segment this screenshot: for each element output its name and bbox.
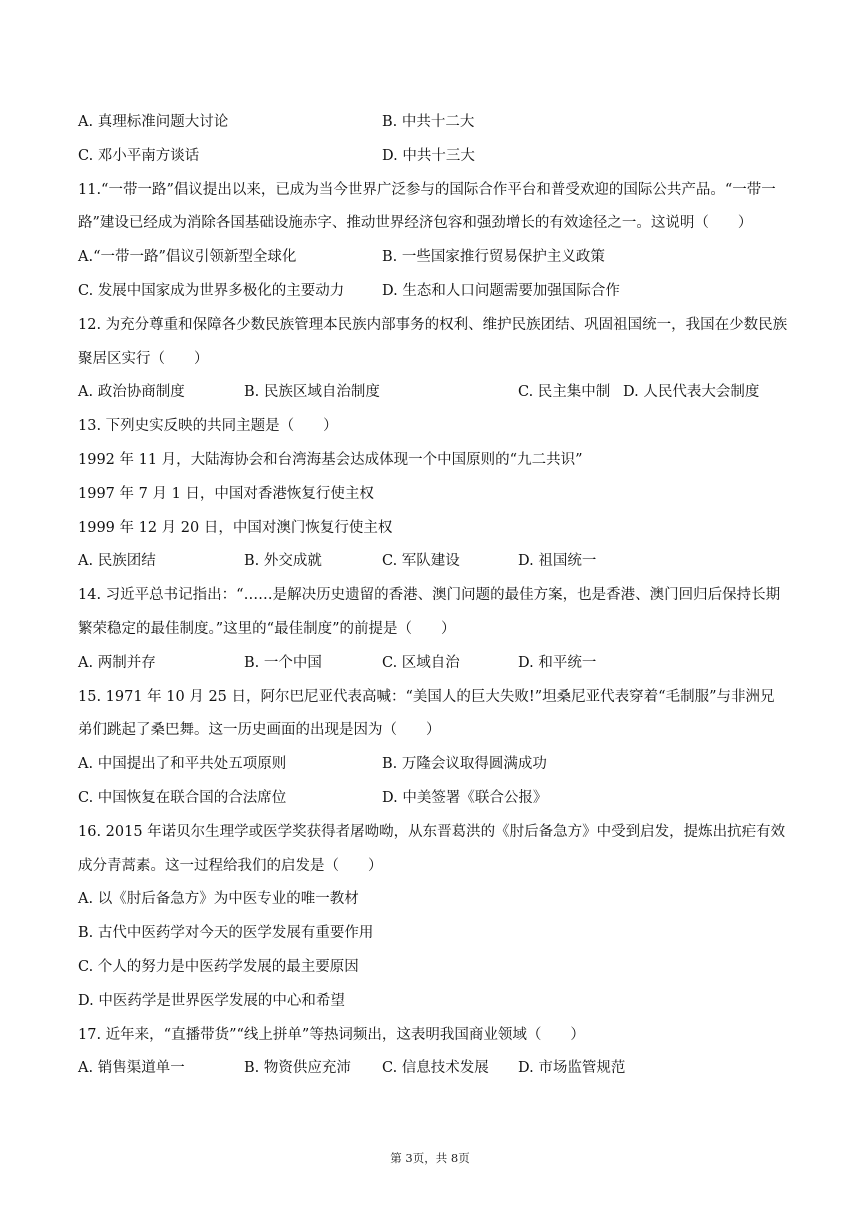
q10-option-c: C. 邓小平南方谈话 <box>78 147 200 164</box>
exam-page <box>78 106 788 1086</box>
question-16-stem: 16. 2015 年诺贝尔生理学或医学奖获得者屠呦呦，从东晋葛洪的《肘后备急方》中受到启发，提炼出抗疟有效成分青蒿素。这一过程给我们的启发是（ ） <box>78 823 786 874</box>
question-15-options-row-1 <box>78 748 788 782</box>
q16-option-a: A. 以《肘后备急方》为中医专业的唯一教材 <box>78 891 359 908</box>
q10-option-a: A. 真理标准问题大讨论 <box>78 114 229 130</box>
question-11-options-row-2 <box>78 275 788 309</box>
q11-option-b: B. 一些国家推行贸易保护主义政策 <box>382 249 605 266</box>
q13-option-c: C. 军队建设 <box>382 553 460 570</box>
q16-option-b: B. 古代中医药学对今天的医学发展有重要作用 <box>78 925 374 942</box>
q17-option-c: C. 信息技术发展 <box>382 1060 489 1077</box>
q16-option-c: C. 个人的努力是中医药学发展的最主要原因 <box>78 958 359 975</box>
question-13-options <box>78 545 788 579</box>
question-13-fact-1: 1992 年 11 月，大陆海协会和台湾海基会达成体现一个中国原则的“九二共识” <box>78 451 583 468</box>
q16-option-d: D. 中医药学是世界医学发展的中心和希望 <box>78 992 345 1009</box>
q17-option-a: A. 销售渠道单一 <box>78 1060 185 1077</box>
q13-option-a: A. 民族团结 <box>78 553 156 570</box>
q12-option-d: D. 人民代表大会制度 <box>623 384 760 401</box>
question-17-stem: 17. 近年来，“直播带货”“线上拼单”等热词频出，这表明我国商业领域（ ） <box>78 1026 585 1043</box>
q14-option-c: C. 区域自治 <box>382 654 460 671</box>
q10-option-b: B. 中共十二大 <box>382 114 475 130</box>
q14-option-b: B. 一个中国 <box>244 654 322 671</box>
q12-option-b: B. 民族区域自治制度 <box>244 384 380 401</box>
q11-option-c: C. 发展中国家成为世界多极化的主要动力 <box>78 282 345 299</box>
q17-option-d: D. 市场监管规范 <box>518 1060 626 1077</box>
question-12-stem: 12. 为充分尊重和保障各少数民族管理本民族内部事务的权利、维护民族团结、巩固祖国统一，我国在少数民族聚居区实行（ ） <box>78 316 788 367</box>
q14-option-a: A. 两制并存 <box>78 654 156 671</box>
question-13-fact-2: 1997 年 7 月 1 日，中国对香港恢复行使主权 <box>78 485 374 502</box>
question-14-stem: 14. 习近平总书记指出：“……是解决历史遗留的香港、澳门问题的最佳方案，也是香港、澳门回归后保持长期繁荣稳定的最佳制度。”这里的“最佳制度”的前提是（ ） <box>78 587 781 637</box>
question-17-options <box>78 1052 788 1086</box>
page-footer: 第 3页，共 8页 <box>390 1151 470 1165</box>
question-15-stem: 15. 1971 年 10 月 25 日，阿尔巴尼亚代表高喊：“美国人的巨大失败!”坦桑尼亚代表穿着“毛制服”与非洲兄弟们跳起了桑巴舞。这一历史画面的出现是因为（ ） <box>78 688 775 739</box>
question-11-stem: 11.“一带一路”倡议提出以来，已成为当今世界广泛参与的国际合作平台和普受欢迎的国际公共产品。“一带一路”建设已经成为消除各国基础设施赤字、推动世界经济包容和强劲增长的有效途径之一。这说明（ ） <box>78 181 776 232</box>
q14-option-d: D. 和平统一 <box>518 654 597 671</box>
q12-option-c: C. 民主集中制 <box>518 384 611 401</box>
question-13-fact-3: 1999 年 12 月 20 日，中国对澳门恢复行使主权 <box>78 519 393 536</box>
q15-option-a: A. 中国提出了和平共处五项原则 <box>78 756 287 773</box>
q12-option-a: A. 政治协商制度 <box>78 384 185 401</box>
q17-option-b: B. 物资供应充沛 <box>244 1060 351 1077</box>
q15-option-b: B. 万隆会议取得圆满成功 <box>382 756 547 773</box>
q15-option-c: C. 中国恢复在联合国的合法席位 <box>78 789 287 806</box>
question-15-options-row-2 <box>78 782 788 816</box>
q10-option-d: D. 中共十三大 <box>382 147 475 164</box>
q11-option-a: A.“一带一路”倡议引领新型全球化 <box>78 249 297 266</box>
question-12-options <box>78 376 788 410</box>
question-14-options <box>78 647 788 681</box>
q13-option-d: D. 祖国统一 <box>518 553 597 570</box>
question-13-stem: 13. 下列史实反映的共同主题是（ ） <box>78 418 338 435</box>
q15-option-d: D. 中美签署《联合公报》 <box>382 789 548 806</box>
q11-option-d: D. 生态和人口问题需要加强国际合作 <box>382 282 620 299</box>
question-11-options-row-1 <box>78 241 788 275</box>
q13-option-b: B. 外交成就 <box>244 553 322 570</box>
question-10-options-row-1 <box>78 106 788 140</box>
question-10-options-row-2 <box>78 140 788 174</box>
